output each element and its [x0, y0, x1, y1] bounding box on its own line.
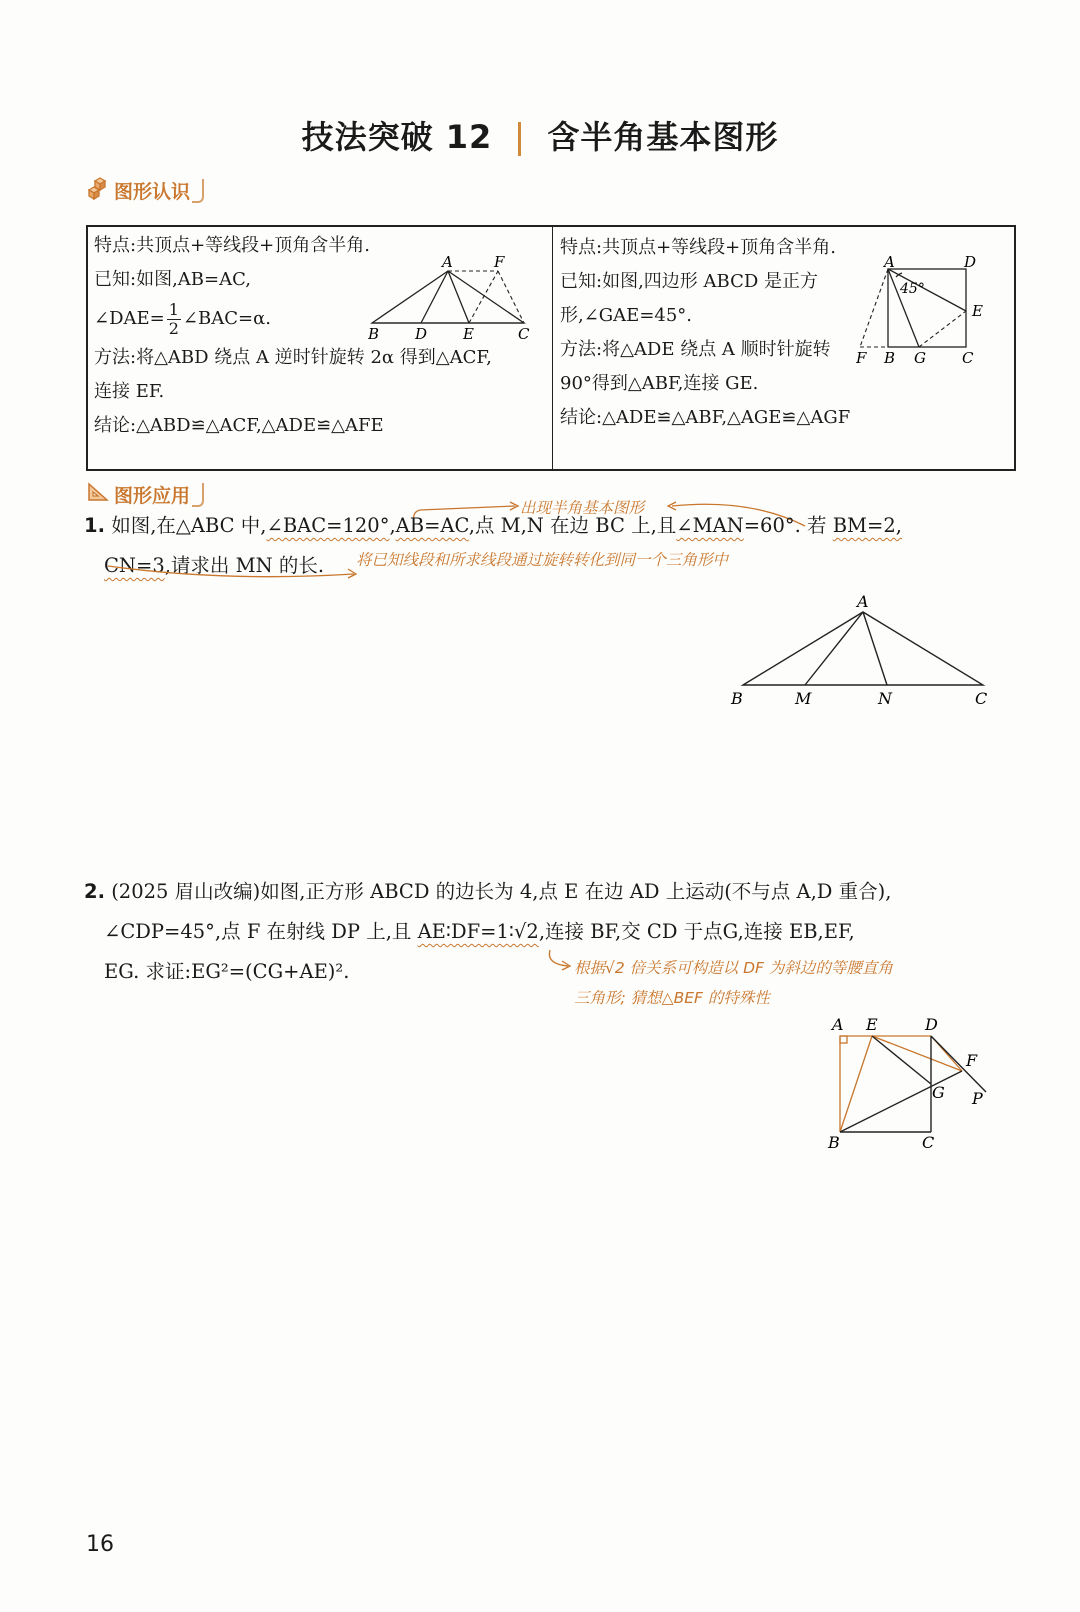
cell-left-line1: 特点:共顶点+等线段+顶角含半角. — [94, 235, 370, 256]
section-label-recognize: 图形认识 — [114, 181, 191, 203]
cell-right-line4: 方法:将△ADE 绕点 A 顺时针旋转 — [560, 339, 831, 360]
note-half-angle: 出现半角基本图形 — [520, 499, 645, 517]
label-A: A — [857, 592, 869, 611]
note-bef: 三角形; 猜想△BEF 的特殊性 — [574, 989, 770, 1007]
problem-1: 1. 如图,在△ABC 中,∠BAC=120°,AB=AC,点 M,N 在边 BC 上,且∠MAN=60°. 若 BM=2, CN=3,请求出 MN 的长. — [84, 514, 902, 577]
label-D: D — [415, 325, 428, 341]
cubes-icon — [86, 176, 110, 205]
note-rotation-strategy: 将已知线段和所求线段通过旋转转化到同一个三角形中 — [356, 551, 729, 569]
cell-right-line6: 结论:△ADE≌△ABF,△AGE≌△AGF — [560, 407, 851, 428]
label-F: F — [494, 253, 505, 271]
label-C: C — [975, 689, 988, 708]
cell-left-line3-pre: ∠DAE= — [94, 308, 165, 329]
label-N: N — [878, 689, 892, 708]
label-B: B — [828, 1133, 840, 1152]
fraction-half: $\frac{1}{2}$ — [168, 299, 179, 338]
label-C: C — [518, 325, 530, 341]
note-sqrt2: 根据√2 倍关系可构造以 DF 为斜边的等腰直角 — [574, 959, 893, 977]
label-M: M — [795, 689, 812, 708]
problem-2-number: 2. — [84, 880, 105, 903]
set-square-icon — [86, 481, 110, 508]
title-divider — [518, 122, 521, 156]
label-E: E — [972, 302, 983, 320]
label-G: G — [914, 349, 926, 367]
cell-right-line5: 90°得到△ABF,连接 GE. — [560, 373, 759, 394]
label-E: E — [463, 325, 474, 341]
cell-left-line4: 方法:将△ABD 绕点 A 逆时针旋转 2α 得到△ACF, — [94, 347, 492, 368]
problem-2-figure — [826, 1016, 1006, 1156]
problem-2: 2. (2025 眉山改编)如图,正方形 ABCD 的边长为 4,点 E 在边 AD 上运动(不与点 A,D 重合), ∠CDP=45°,点 F 在射线 DP 上,且 AE∶DF=1∶√2,连接 BF,交 CD 于点G,连接 EB,EF, EG. 求证:EG²=(CG+AE)². — [84, 880, 892, 983]
section-header-apply — [86, 481, 204, 509]
label-C: C — [922, 1133, 935, 1152]
cell-right-line3: 形,∠GAE=45°. — [560, 305, 693, 326]
title-right: 含半角基本图形 — [547, 118, 779, 156]
problem-1-figure — [725, 592, 1005, 712]
label-F: F — [966, 1051, 978, 1070]
label-B: B — [731, 689, 743, 708]
label-F: F — [856, 349, 867, 367]
section-label-apply: 图形应用 — [114, 485, 191, 507]
cell-right-line2: 已知:如图,四边形 ABCD 是正方 — [560, 271, 818, 292]
cell-left-line6: 结论:△ABD≌△ACF,△ADE≌△AFE — [94, 415, 384, 436]
cell-left-line2: 已知:如图,AB=AC, — [94, 269, 251, 290]
label-D: D — [925, 1016, 938, 1034]
label-A: A — [442, 253, 453, 271]
label-A: A — [832, 1016, 844, 1034]
label-B: B — [884, 349, 896, 367]
cell-right-line1: 特点:共顶点+等线段+顶角含半角. — [560, 237, 836, 258]
label-D: D — [964, 255, 977, 271]
feature-table — [86, 225, 1016, 471]
section-header-recognize — [86, 176, 204, 204]
label-G: G — [932, 1083, 945, 1102]
note-arrow-bottom — [104, 562, 384, 584]
label-B: B — [368, 325, 380, 341]
page-number: 16 — [86, 1532, 114, 1557]
label-E: E — [866, 1016, 878, 1034]
label-A: A — [884, 255, 895, 271]
cell-left-line5: 连接 EF. — [94, 381, 165, 402]
problem-1-number: 1. — [84, 514, 105, 537]
square-rotation-figure — [856, 255, 996, 375]
title-left: 技法突破 12 — [301, 118, 493, 156]
triangle-rotation-figure — [368, 251, 548, 341]
label-C: C — [962, 349, 974, 367]
label-P: P — [972, 1089, 983, 1108]
cell-right-text — [560, 231, 850, 435]
page-title — [0, 112, 1080, 158]
cell-left-line3-post: ∠BAC=α. — [182, 308, 271, 329]
angle-45: 45° — [900, 281, 925, 297]
